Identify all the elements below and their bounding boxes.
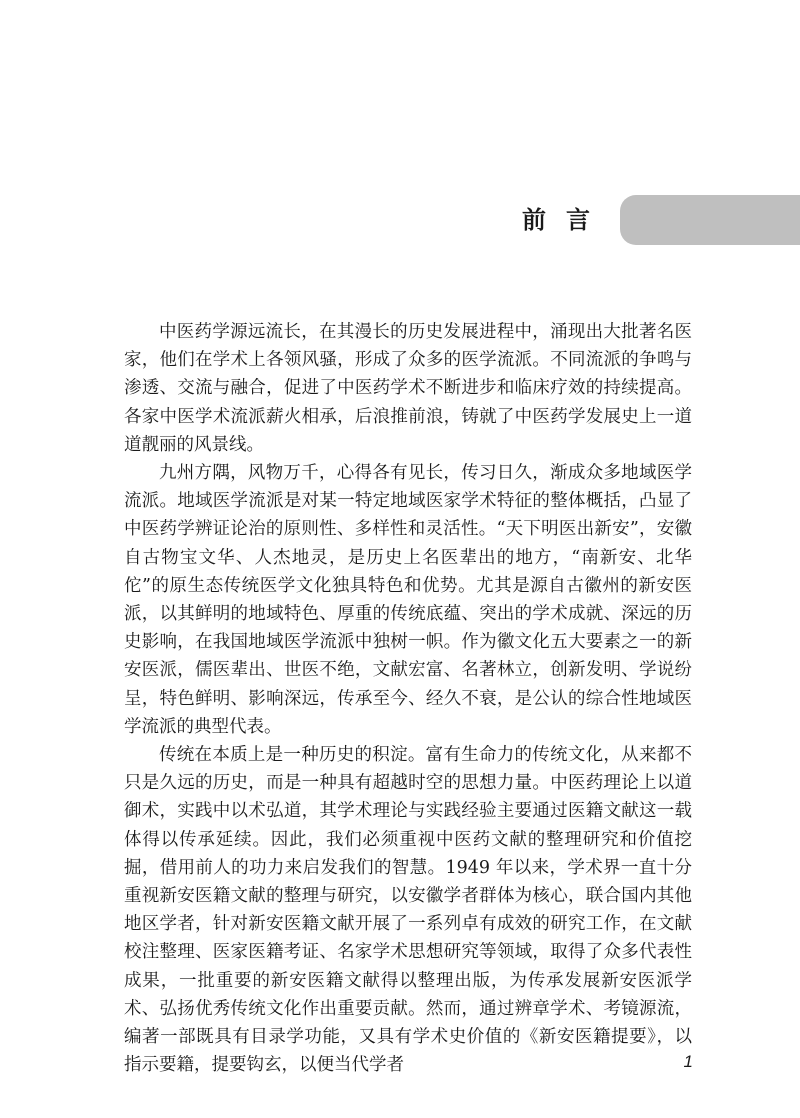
page-title: 前言 (522, 205, 610, 234)
title-tab-decoration (620, 195, 800, 245)
page-number: 1 (683, 1052, 693, 1071)
paragraph-1: 中医药学源远流长，在其漫长的历史发展进程中，涌现出大批著名医家，他们在学术上各领风骚，形成了众多的医学流派。不同流派的争鸣与渗透、交流与融合，促进了中医药学术不断进步和临床疗效的持续提高。各家中医学术流派薪火相承，后浪推前浪，铸就了中医药学发展史上一道道靓丽的风景线。 (124, 322, 692, 455)
paragraph-3: 传统在本质上是一种历史的积淀。富有生命力的传统文化，从来都不只是久远的历史，而是一种具有超越时空的思想力量。中医药理论上以道御术，实践中以术弘道，其学术理论与实践经验主要通过医籍文献这一载体得以传承延续。因此，我们必须重视中医药文献的整理研究和价值挖掘，借用前人的功力来启发我们的智慧。1949 年以来，学术界一直十分重视新安医籍文献的整理与研究，以安徽学者群体为核心，联合国内其他地区学者，针对新安医籍文献开展了一系列卓有成效的研究工作，在文献校注整理、医家医籍考证、名家学术思想研究等领域，取得了众多代表性成果，一批重要的新安医籍文献得以整理出版，为传承发展新安医派学术、弘扬优秀传统文化作出重要贡献。然而，通过辨章学术、考镜源流，编著一部既具有目录学功能，又具有学术史价值的《新安医籍提要》，以指示要籍，提要钩玄，以便当代学者 (124, 745, 692, 1076)
body-text (124, 318, 692, 1079)
paragraph-2: 九州方隅，风物万千，心得各有见长，传习日久，渐成众多地域医学流派。地域医学流派是对某一特定地域医家学术特征的整体概括，凸显了中医药学辨证论治的原则性、多样性和灵活性。“天下明医出新安”，安徽自古物宝文华、人杰地灵，是历史上名医辈出的地方，“南新安、北华佗”的原生态传统医学文化独具特色和优势。尤其是源自古徽州的新安医派，以其鲜明的地域特色、厚重的传统底蕴、突出的学术成就、深远的历史影响，在我国地域医学流派中独树一帜。作为徽文化五大要素之一的新安医派，儒医辈出、世医不绝，文献宏富、名著林立，创新发明、学说纷呈，特色鲜明、影响深远，传承至今、经久不衰，是公认的综合性地域医学流派的典型代表。 (124, 463, 692, 737)
